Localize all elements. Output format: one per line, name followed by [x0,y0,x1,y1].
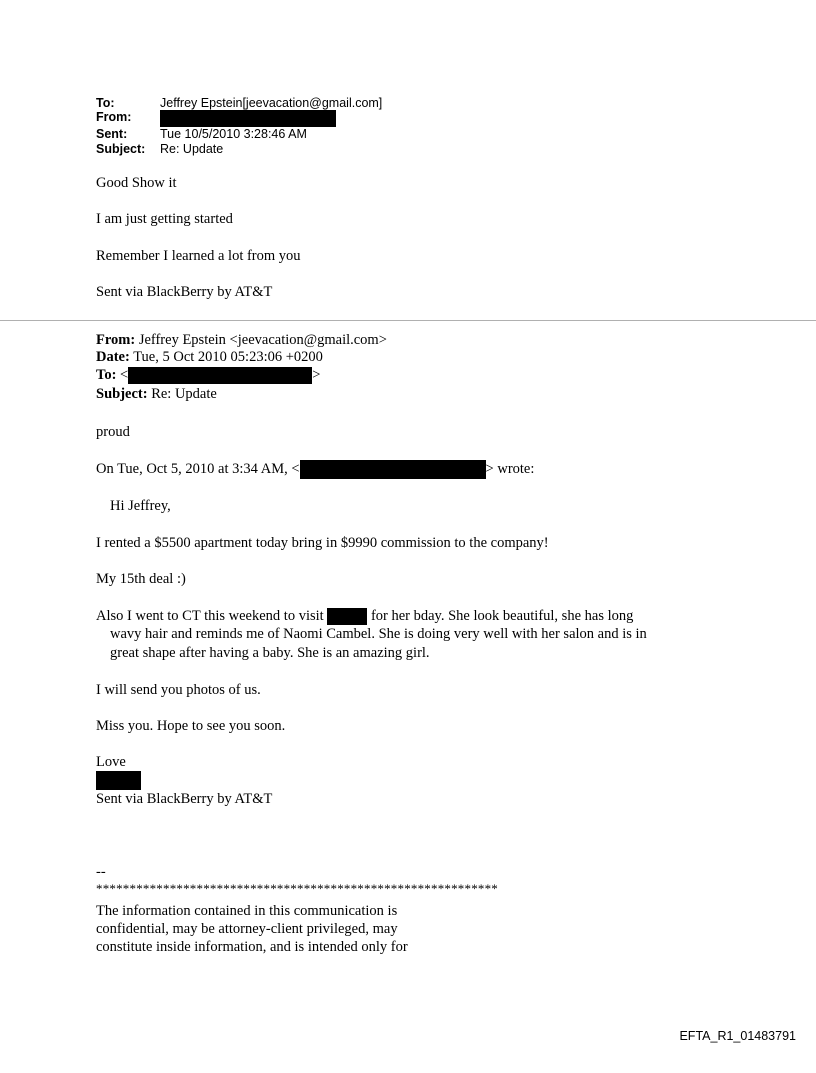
on-wrote-line [96,460,534,479]
paragraph: My 15th deal :) [96,571,186,587]
greeting: Hi Jeffrey, [110,498,171,514]
star-separator: ************************************************************ [96,881,498,896]
on-suffix: > wrote: [485,460,535,477]
paragraph-line: wavy hair and reminds me of Naomi Cambel. She is doing very well with her salon and is in [110,626,647,642]
quoted-date-line [96,349,323,365]
dash-separator: -- [96,864,106,880]
reply-text: proud [96,424,130,440]
quoted-to-label: To: [96,367,117,383]
subject-label: Subject: [96,142,146,156]
quoted-to-close: > [312,367,321,383]
signoff: Love [96,754,126,770]
redaction-box [128,367,312,384]
redaction-box [327,608,367,625]
paragraph-line [96,608,633,625]
quoted-from-label: From: [96,332,136,348]
subject-value: Re: Update [160,142,224,156]
body-line: Good Show it [96,175,177,191]
quoted-date-value: Tue, 5 Oct 2010 05:23:06 +0200 [133,349,323,365]
sent-label: Sent: [96,127,128,141]
quoted-to-open: < [120,367,129,383]
quoted-date-label: Date: [96,349,130,365]
redaction-box [160,110,336,127]
paragraph-line: great shape after having a baby. She is an amazing girl. [110,645,430,661]
quoted-subject-label: Subject: [96,386,148,402]
quoted-to-line [96,367,320,384]
paragraph: I rented a $5500 apartment today bring in $9990 commission to the company! [96,535,549,551]
quoted-from-value: Jeffrey Epstein <jeevacation@gmail.com> [138,332,387,348]
to-value: Jeffrey Epstein[jeevacation@gmail.com] [160,96,383,110]
to-label: To: [96,96,115,110]
quoted-subject-value: Re: Update [151,386,217,402]
signature: Sent via BlackBerry by AT&T [96,791,273,807]
paragraph: I will send you photos of us. [96,682,261,698]
body-line: Sent via BlackBerry by AT&T [96,284,273,300]
quoted-subject-line [96,386,217,402]
body-line: I am just getting started [96,211,233,227]
disclaimer-line: constitute inside information, and is intended only for [96,939,408,955]
disclaimer-line: The information contained in this communication is [96,903,398,919]
from-label: From: [96,110,132,124]
body-line: Remember I learned a lot from you [96,248,301,264]
redaction-box [300,460,486,479]
paragraph: Miss you. Hope to see you soon. [96,718,286,734]
paragraph-part: for her bday. She look beautiful, she has long [370,608,634,624]
paragraph-part: Also I went to CT this weekend to visit [96,608,324,624]
disclaimer-line: confidential, may be attorney-client privileged, may [96,921,398,937]
document-id: EFTA_R1_01483791 [679,1029,796,1043]
on-prefix: On Tue, Oct 5, 2010 at 3:34 AM, < [96,460,300,477]
sent-value: Tue 10/5/2010 3:28:46 AM [160,127,307,141]
quoted-from-line [96,332,387,348]
redaction-box [96,771,141,790]
divider [0,320,816,321]
